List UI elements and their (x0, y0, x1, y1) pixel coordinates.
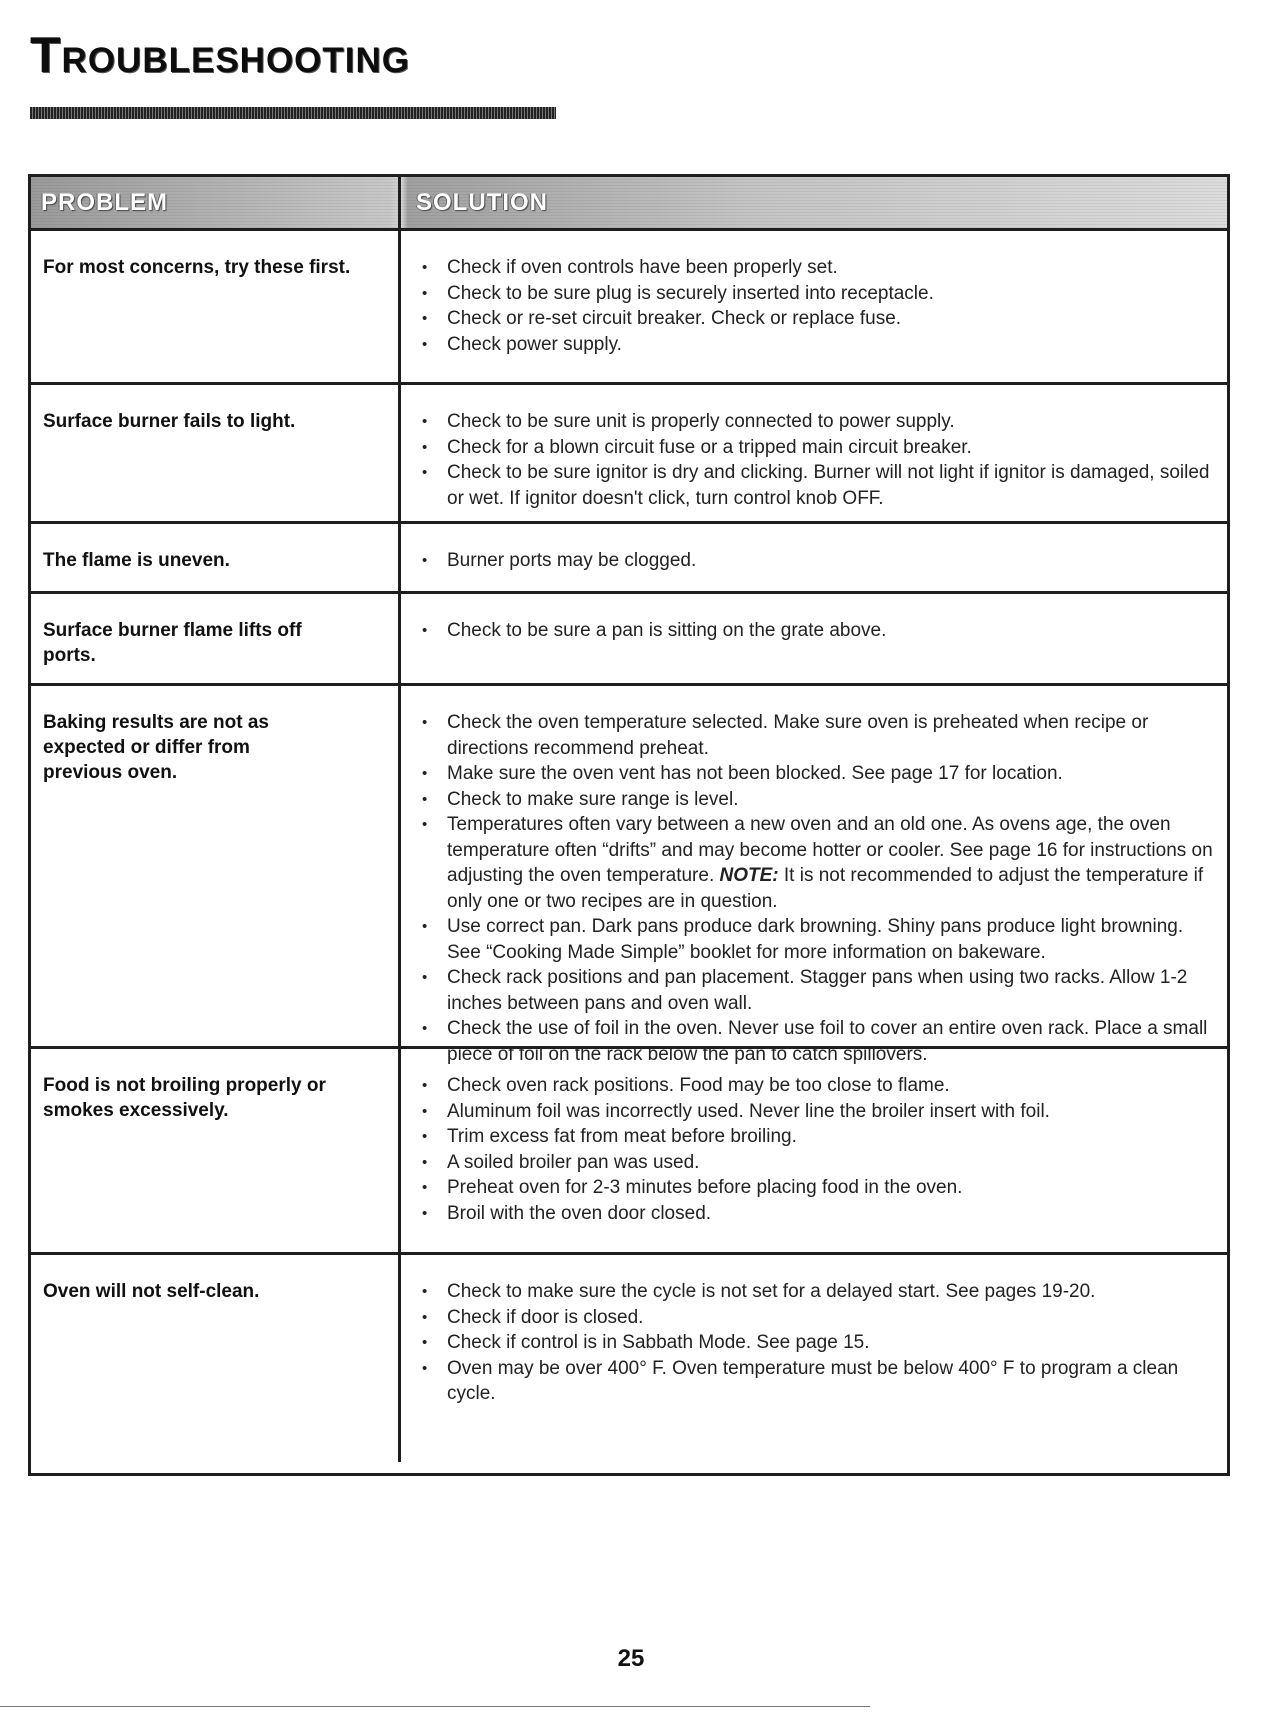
table-row (31, 594, 1227, 686)
solution-item: • Use correct pan. Dark pans produce dark browning. Shiny pans produce light browning. See “Cooking Made Simple” booklet for more information on bakeware. (421, 914, 1217, 965)
solution-item: • Check to be sure unit is properly connected to power supply. (421, 409, 1217, 435)
solution-item: • Check power supply. (421, 332, 1217, 358)
solution-item: • Check to be sure plug is securely inserted into receptacle. (421, 281, 1217, 307)
note-label: NOTE: (719, 865, 779, 886)
note-text: It is not recommended to adjust the temperature if only one or two recipes are in question. (447, 865, 1204, 912)
solution-item: • Check for a blown circuit fuse or a tripped main circuit breaker. (421, 435, 1217, 461)
table-row (31, 385, 1227, 524)
table-header (31, 177, 1227, 231)
table-row (31, 231, 1227, 385)
solution-item: • Preheat oven for 2-3 minutes before placing food in the oven. (421, 1175, 1217, 1201)
title-underline (30, 107, 556, 119)
solution-item: • Check to make sure range is level. (421, 787, 1217, 813)
solution-item: • Oven may be over 400° F. Oven temperature must be below 400° F to program a clean cycle. (421, 1356, 1217, 1407)
problem-cell: Surface burner flame lifts off ports. (31, 594, 401, 683)
solution-cell (401, 385, 1227, 521)
table-row (31, 524, 1227, 594)
page-title: Troubleshooting (30, 27, 410, 83)
solution-item: • Check if oven controls have been properly set. (421, 255, 1217, 281)
solution-item: • Check to be sure a pan is sitting on the grate above. (421, 618, 1217, 644)
table-row (31, 1049, 1227, 1255)
solution-cell (401, 594, 1227, 683)
solution-item: • Check oven rack positions. Food may be too close to flame. (421, 1073, 1217, 1099)
header-solution: SOLUTION (416, 188, 548, 216)
solution-item: • Burner ports may be clogged. (421, 548, 1217, 574)
solution-item: • Aluminum foil was incorrectly used. Never line the broiler insert with foil. (421, 1099, 1217, 1125)
solution-item: • Broil with the oven door closed. (421, 1201, 1217, 1227)
solution-item: • Check if door is closed. (421, 1305, 1217, 1331)
solution-cell (401, 1049, 1227, 1252)
solution-item: • Check to make sure the cycle is not set for a delayed start. See pages 19-20. (421, 1279, 1217, 1305)
table-row (31, 686, 1227, 1065)
solution-item (421, 812, 1217, 914)
table-row (31, 1255, 1227, 1462)
solution-cell (401, 686, 1227, 1065)
solution-item: • Check or re-set circuit breaker. Check or replace fuse. (421, 306, 1217, 332)
solution-item: • A soiled broiler pan was used. (421, 1150, 1217, 1176)
problem-cell: Food is not broiling properly or smokes excessively. (31, 1049, 401, 1252)
bottom-divider (0, 1706, 870, 1707)
problem-cell: Oven will not self-clean. (31, 1255, 401, 1462)
solution-item: • Check to be sure ignitor is dry and clicking. Burner will not light if ignitor is damaged, soiled or wet. If ignitor doesn't click, turn control knob OFF. (421, 460, 1217, 511)
solution-item: • Check if control is in Sabbath Mode. See page 15. (421, 1330, 1217, 1356)
solution-item: • Check rack positions and pan placement. Stagger pans when using two racks. Allow 1-2 inches between pans and oven wall. (421, 965, 1217, 1016)
solution-text: Temperatures often vary between a new oven and an old one. As ovens age, the oven temperature often “drifts” and may become hotter or cooler. See page 16 for instructions on adjusting the oven temperature. (447, 814, 1213, 886)
problem-cell: The flame is uneven. (31, 524, 401, 591)
problem-cell: For most concerns, try these first. (31, 231, 401, 382)
solution-item: • Check the use of foil in the oven. Never use foil to cover an entire oven rack. Place a small piece of foil on the rack below the pan to catch spillovers. (421, 1016, 1217, 1067)
solution-cell (401, 231, 1227, 382)
solution-cell (401, 1255, 1227, 1462)
solution-item: • Trim excess fat from meat before broiling. (421, 1124, 1217, 1150)
problem-cell: Surface burner fails to light. (31, 385, 401, 521)
solution-cell (401, 524, 1227, 591)
solution-item: • Make sure the oven vent has not been blocked. See page 17 for location. (421, 761, 1217, 787)
problem-cell: Baking results are not as expected or differ from previous oven. (31, 686, 401, 1046)
troubleshooting-table (28, 174, 1230, 1476)
header-problem: PROBLEM (31, 177, 401, 228)
solution-item: • Check the oven temperature selected. Make sure oven is preheated when recipe or directions recommend preheat. (421, 710, 1217, 761)
page-number: 25 (617, 1645, 645, 1672)
